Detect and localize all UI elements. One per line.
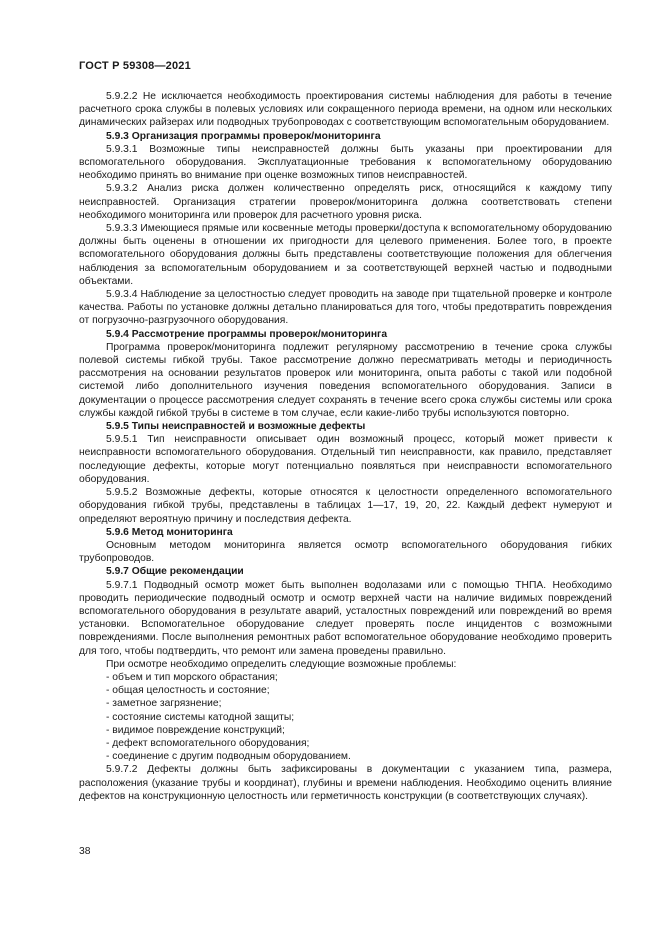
section-heading-5-9-6: 5.9.6 Метод мониторинга <box>106 526 233 538</box>
paragraph-5-9-6: Основным методом мониторинга является осмотр вспомогательного оборудования гибких трубопроводов. <box>79 539 612 565</box>
paragraph-5-9-5-1: 5.9.5.1 Тип неисправности описывает один возможный процесс, который может привести к неисправности вспомогательного оборудования. Отдельный тип неисправности, как правило, представляет последующие дефекты, которые могут потенциально появляться при неисправности вспомогательного оборудования. <box>79 434 612 485</box>
page-number: 38 <box>79 846 91 857</box>
paragraph-5-9-4: Программа проверок/мониторинга подлежит регулярному рассмотрению в течение срока службы полевой системы гибкой трубы. Такое рассмотрение должно пересматривать методы и периодичность рассмотрения на основании результатов проверок или мониторинга, опыта работы с такой или подобной системой либо дополнительного изучения поведения вспомогательного оборудования. Записи в документации о процессе рассмотрения следует сохранять в течение всего срока службы системы или срока службы каждой гибкой трубы в системе в том случае, если какие-либо трубы используются повторно. <box>79 341 612 419</box>
paragraph-5-9-7-1: 5.9.7.1 Подводный осмотр может быть выполнен водолазами или с помощью ТНПА. Необходимо проводить периодические подводный осмотр и осмотр верхней части на наличие видимых повреждений вспомогательного оборудования в результате аварий, усталостных повреждений или повреждений во время установки. Вспомогательное оборудование следует проверять после инцидентов с возможными повреждениями. После выполнения ремонтных работ вспомогательное оборудование необходимо проверить для того, чтобы подтвердить, что ремонт или замена проведены правильно. <box>79 579 612 657</box>
document-body <box>79 90 612 803</box>
paragraph-inspection-intro: При осмотре необходимо определить следующие возможные проблемы: <box>106 658 457 670</box>
paragraph-5-9-7-2: 5.9.7.2 Дефекты должны быть зафиксированы в документации с указанием типа, размера, расположения (указание трубы и координат), глубины и времени наблюдения. Необходимо оценить влияние дефектов на конструкционную целостность или герметичность конструкции (в соответствующих случаях). <box>79 764 612 802</box>
paragraph-5-9-3-3: 5.9.3.3 Имеющиеся прямые или косвенные методы проверки/доступа к вспомогательному оборудованию должны быть оценены в отношении их пригодности для целевого применения. Более того, в проекте вспомогательного оборудования должны быть представлены соответствующие положения для облегчения наблюдения за вспомогательным оборудованием и за соответствующей верхней частью и подводными объектами. <box>79 223 612 287</box>
paragraph-5-9-3-4: 5.9.3.4 Наблюдение за целостностью следует проводить на заводе при тщательной проверке и контроле качества. Работы по установке должны детально планироваться для того, чтобы предотвратить повреждения от погрузочно-разгрузочного оборудования. <box>79 289 612 327</box>
list-item: - объем и тип морского обрастания; <box>106 671 278 683</box>
paragraph-5-9-3-2: 5.9.3.2 Анализ риска должен количественно определять риск, относящийся к каждому типу неисправностей. Организация стратегии проверок/мониторинга должна соответствовать степени необходимого мониторинга или проверок для расчетного уровня риска. <box>79 183 612 221</box>
list-item: - дефект вспомогательного оборудования; <box>106 737 310 749</box>
paragraph-5-9-3-1: 5.9.3.1 Возможные типы неисправностей должны быть указаны при проектировании для вспомогательного оборудования. Эксплуатационные требования к вспомогательному оборудованию необходимо принять во внимание при оценке возможных типов неисправностей. <box>79 143 612 182</box>
paragraph-5-9-5-2: 5.9.5.2 Возможные дефекты, которые относятся к целостности определенного вспомогательного оборудования гибкой трубы, представлены в таблицах 1—17, 19, 20, 22. Каждый дефект нумеруют и определяют вероятную причину и последствия дефекта. <box>79 487 612 525</box>
section-heading-5-9-4: 5.9.4 Рассмотрение программы проверок/мониторинга <box>106 328 388 340</box>
section-heading-5-9-7: 5.9.7 Общие рекомендации <box>106 566 244 578</box>
list-item: - видимое повреждение конструкций; <box>106 724 285 736</box>
paragraph-5-9-2-2: 5.9.2.2 Не исключается необходимость проектирования системы наблюдения для работы в течение расчетного срока службы в полевых условиях или сокращенного периода времени, на одном или нескольких динамических райзерах или подводных трубопроводах с соответствующим вспомогательным оборудованием. <box>79 91 612 129</box>
list-item: - общая целостность и состояние; <box>106 685 270 697</box>
section-heading-5-9-5: 5.9.5 Типы неисправностей и возможные дефекты <box>106 421 366 433</box>
section-heading-5-9-3: 5.9.3 Организация программы проверок/мониторинга <box>106 130 381 142</box>
page-header-standard-code: ГОСТ Р 59308—2021 <box>79 60 191 72</box>
list-item: - заметное загрязнение; <box>106 698 222 710</box>
list-item: - состояние системы катодной защиты; <box>106 711 295 723</box>
list-item: - соединение с другим подводным оборудованием. <box>106 751 351 763</box>
